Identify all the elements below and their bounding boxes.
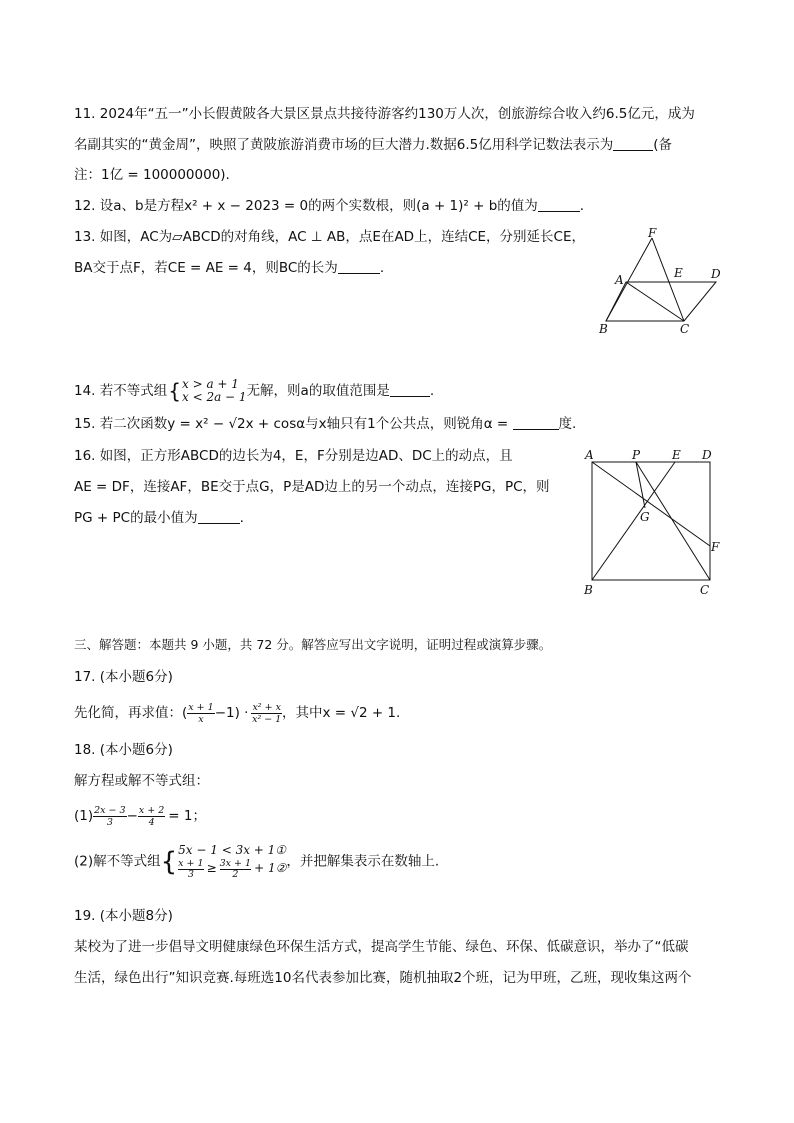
fraction-denominator: x² − 1 (252, 713, 282, 725)
q14-row1: x > a + 1 (182, 377, 239, 391)
q12-text: 12. 设a、b是方程x² + x − 2023 = 0的两个实数根，则(a + 1)² + b的值为 (74, 198, 538, 214)
fraction-denominator: x (198, 713, 204, 725)
q18-p2-row2-tail: + 1② (254, 861, 287, 875)
fraction-numerator: 3x + 1 (219, 858, 252, 869)
q13-line1: 13. 如图，AC为▱ABCD的对角线，AC ⊥ AB，点E在AD上，连结CE，分别延长CE， (74, 229, 585, 245)
answer-blank (513, 415, 559, 430)
q15-line (74, 414, 576, 434)
q13-end: . (379, 260, 385, 276)
q18-p1-suffix: = 1； (168, 808, 206, 824)
q14-suffix: 无解，则a的取值范围是 (246, 383, 390, 399)
q12-line (74, 196, 584, 216)
q17-line (74, 698, 400, 728)
q11-line2-tail: (备 (653, 137, 673, 153)
q18-header: 18. (本小题6分) (74, 742, 173, 758)
line-af (592, 462, 710, 546)
q15-end: 度. (558, 416, 577, 432)
line-bf (606, 238, 652, 321)
q18-part2 (74, 843, 439, 880)
q17-mid: −1) · (214, 705, 249, 721)
q13-parallelogram-figure (592, 226, 732, 336)
q18-p2-fraction-1 (178, 859, 203, 880)
brace: { (168, 379, 181, 403)
q17-fraction-1 (187, 702, 214, 725)
q18-part1 (74, 801, 206, 831)
q12-end: . (579, 198, 585, 214)
fraction-numerator: x + 1 (188, 701, 214, 713)
diagonal-ac (626, 282, 684, 321)
answer-blank (338, 259, 380, 274)
parallelogram-abcd (606, 282, 716, 321)
q18-p2-row1: 5x − 1 < 3x + 1① (178, 843, 287, 857)
q11-line2 (74, 135, 672, 155)
q18-p2-row2 (178, 859, 286, 880)
label-p: P (632, 448, 641, 462)
q18-p1-fraction-2 (138, 805, 165, 828)
q16-line1: 16. 如图，正方形ABCD的边长为4，E，F分别是边AD、DC上的动点，且 (74, 448, 513, 464)
q18-intro: 解方程或解不等式组： (74, 773, 209, 789)
label-b: B (599, 322, 608, 336)
q17-prefix: 先化简，再求值：( (74, 705, 188, 721)
answer-blank (198, 509, 240, 524)
q18-p2-fraction-2 (220, 859, 251, 880)
q11-line3: 注：1亿 = 100000000). (74, 167, 230, 183)
q14-line (74, 378, 434, 404)
fraction-numerator: 2x − 3 (94, 804, 126, 816)
q16-line2: AE = DF，连接AF，BE交于点G，P是AD边上的另一个动点，连接PG，PC，则 (74, 479, 550, 495)
label-d: D (702, 448, 712, 462)
q19-line2: 生活，绿色出行”知识竞赛.每班选10名代表参加比赛，随机抽取2个班，记为甲班，乙班，现收集这两个 (74, 970, 692, 986)
q16-square-figure (578, 446, 728, 602)
fraction-numerator: x² + x (252, 701, 281, 713)
fraction-denominator: 2 (232, 869, 239, 880)
q17-fraction-2 (251, 702, 282, 725)
q18-p1-prefix: (1) (74, 808, 94, 824)
label-a: A (585, 448, 594, 462)
q13-line2-text: BA交于点F，若CE = AE = 4，则BC的长为 (74, 260, 338, 276)
q17-header: 17. (本小题6分) (74, 669, 173, 685)
fraction-denominator: 4 (148, 816, 155, 828)
q14-prefix: 14. 若不等式组 (74, 383, 168, 399)
q11-line2-text: 名副其实的“黄金周”，映照了黄陂旅游消费市场的巨大潜力.数据6.5亿用科学记数法表示为 (74, 137, 614, 153)
square-abcd (592, 462, 710, 580)
brace: { (160, 846, 178, 877)
label-e: E (672, 448, 681, 462)
label-a: A (615, 273, 624, 287)
answer-blank (390, 382, 430, 397)
q16-line3-text: PG + PC的最小值为 (74, 510, 198, 526)
label-e: E (674, 266, 683, 280)
section-three-title: 三、解答题：本题共 9 小题，共 72 分。解答应写出文字说明，证明过程或演算步骤。 (74, 637, 552, 652)
label-f: F (648, 226, 657, 240)
label-c: C (700, 583, 710, 597)
q19-line1: 某校为了进一步倡导文明健康绿色环保生活方式，提高学生节能、绿色、环保、低碳意识，举办了“低碳 (74, 939, 689, 955)
q13-line2 (74, 258, 384, 278)
fraction-denominator: 3 (187, 869, 194, 880)
q16-line3 (74, 508, 244, 528)
fraction-numerator: x + 1 (178, 858, 204, 869)
geq-sign: ≥ (206, 861, 217, 875)
fraction-denominator: 3 (106, 816, 113, 828)
line-be (592, 462, 675, 580)
label-f: F (711, 540, 720, 554)
q18-p2-suffix: ，并把解集表示在数轴上. (286, 853, 440, 870)
q14-system (182, 378, 247, 404)
q19-header: 19. (本小题8分) (74, 908, 173, 924)
label-c: C (680, 322, 690, 336)
q18-p2-system (178, 843, 286, 880)
answer-blank (613, 136, 653, 151)
q14-row2: x < 2a − 1 (182, 390, 247, 404)
answer-blank (538, 197, 580, 212)
label-d: D (711, 267, 721, 281)
q15-text: 15. 若二次函数y = x² − √2x + cosα与x轴只有1个公共点，则锐角α = (74, 416, 513, 432)
q11-line1: 11. 2024年“五一”小长假黄陂各大景区景点共接待游客约130万人次，创旅游综合收入约6.5亿元，成为 (74, 106, 695, 122)
q18-p2-prefix: (2)解不等式组 (74, 853, 161, 870)
label-b: B (584, 583, 593, 597)
q17-suffix: ，其中x = √2 + 1. (281, 705, 401, 721)
q18-p1-minus: − (126, 808, 138, 824)
q14-end: . (429, 383, 435, 399)
label-g: G (640, 510, 650, 524)
q16-end: . (239, 510, 244, 526)
fraction-numerator: x + 2 (138, 804, 165, 816)
q18-p1-fraction-1 (93, 805, 126, 828)
